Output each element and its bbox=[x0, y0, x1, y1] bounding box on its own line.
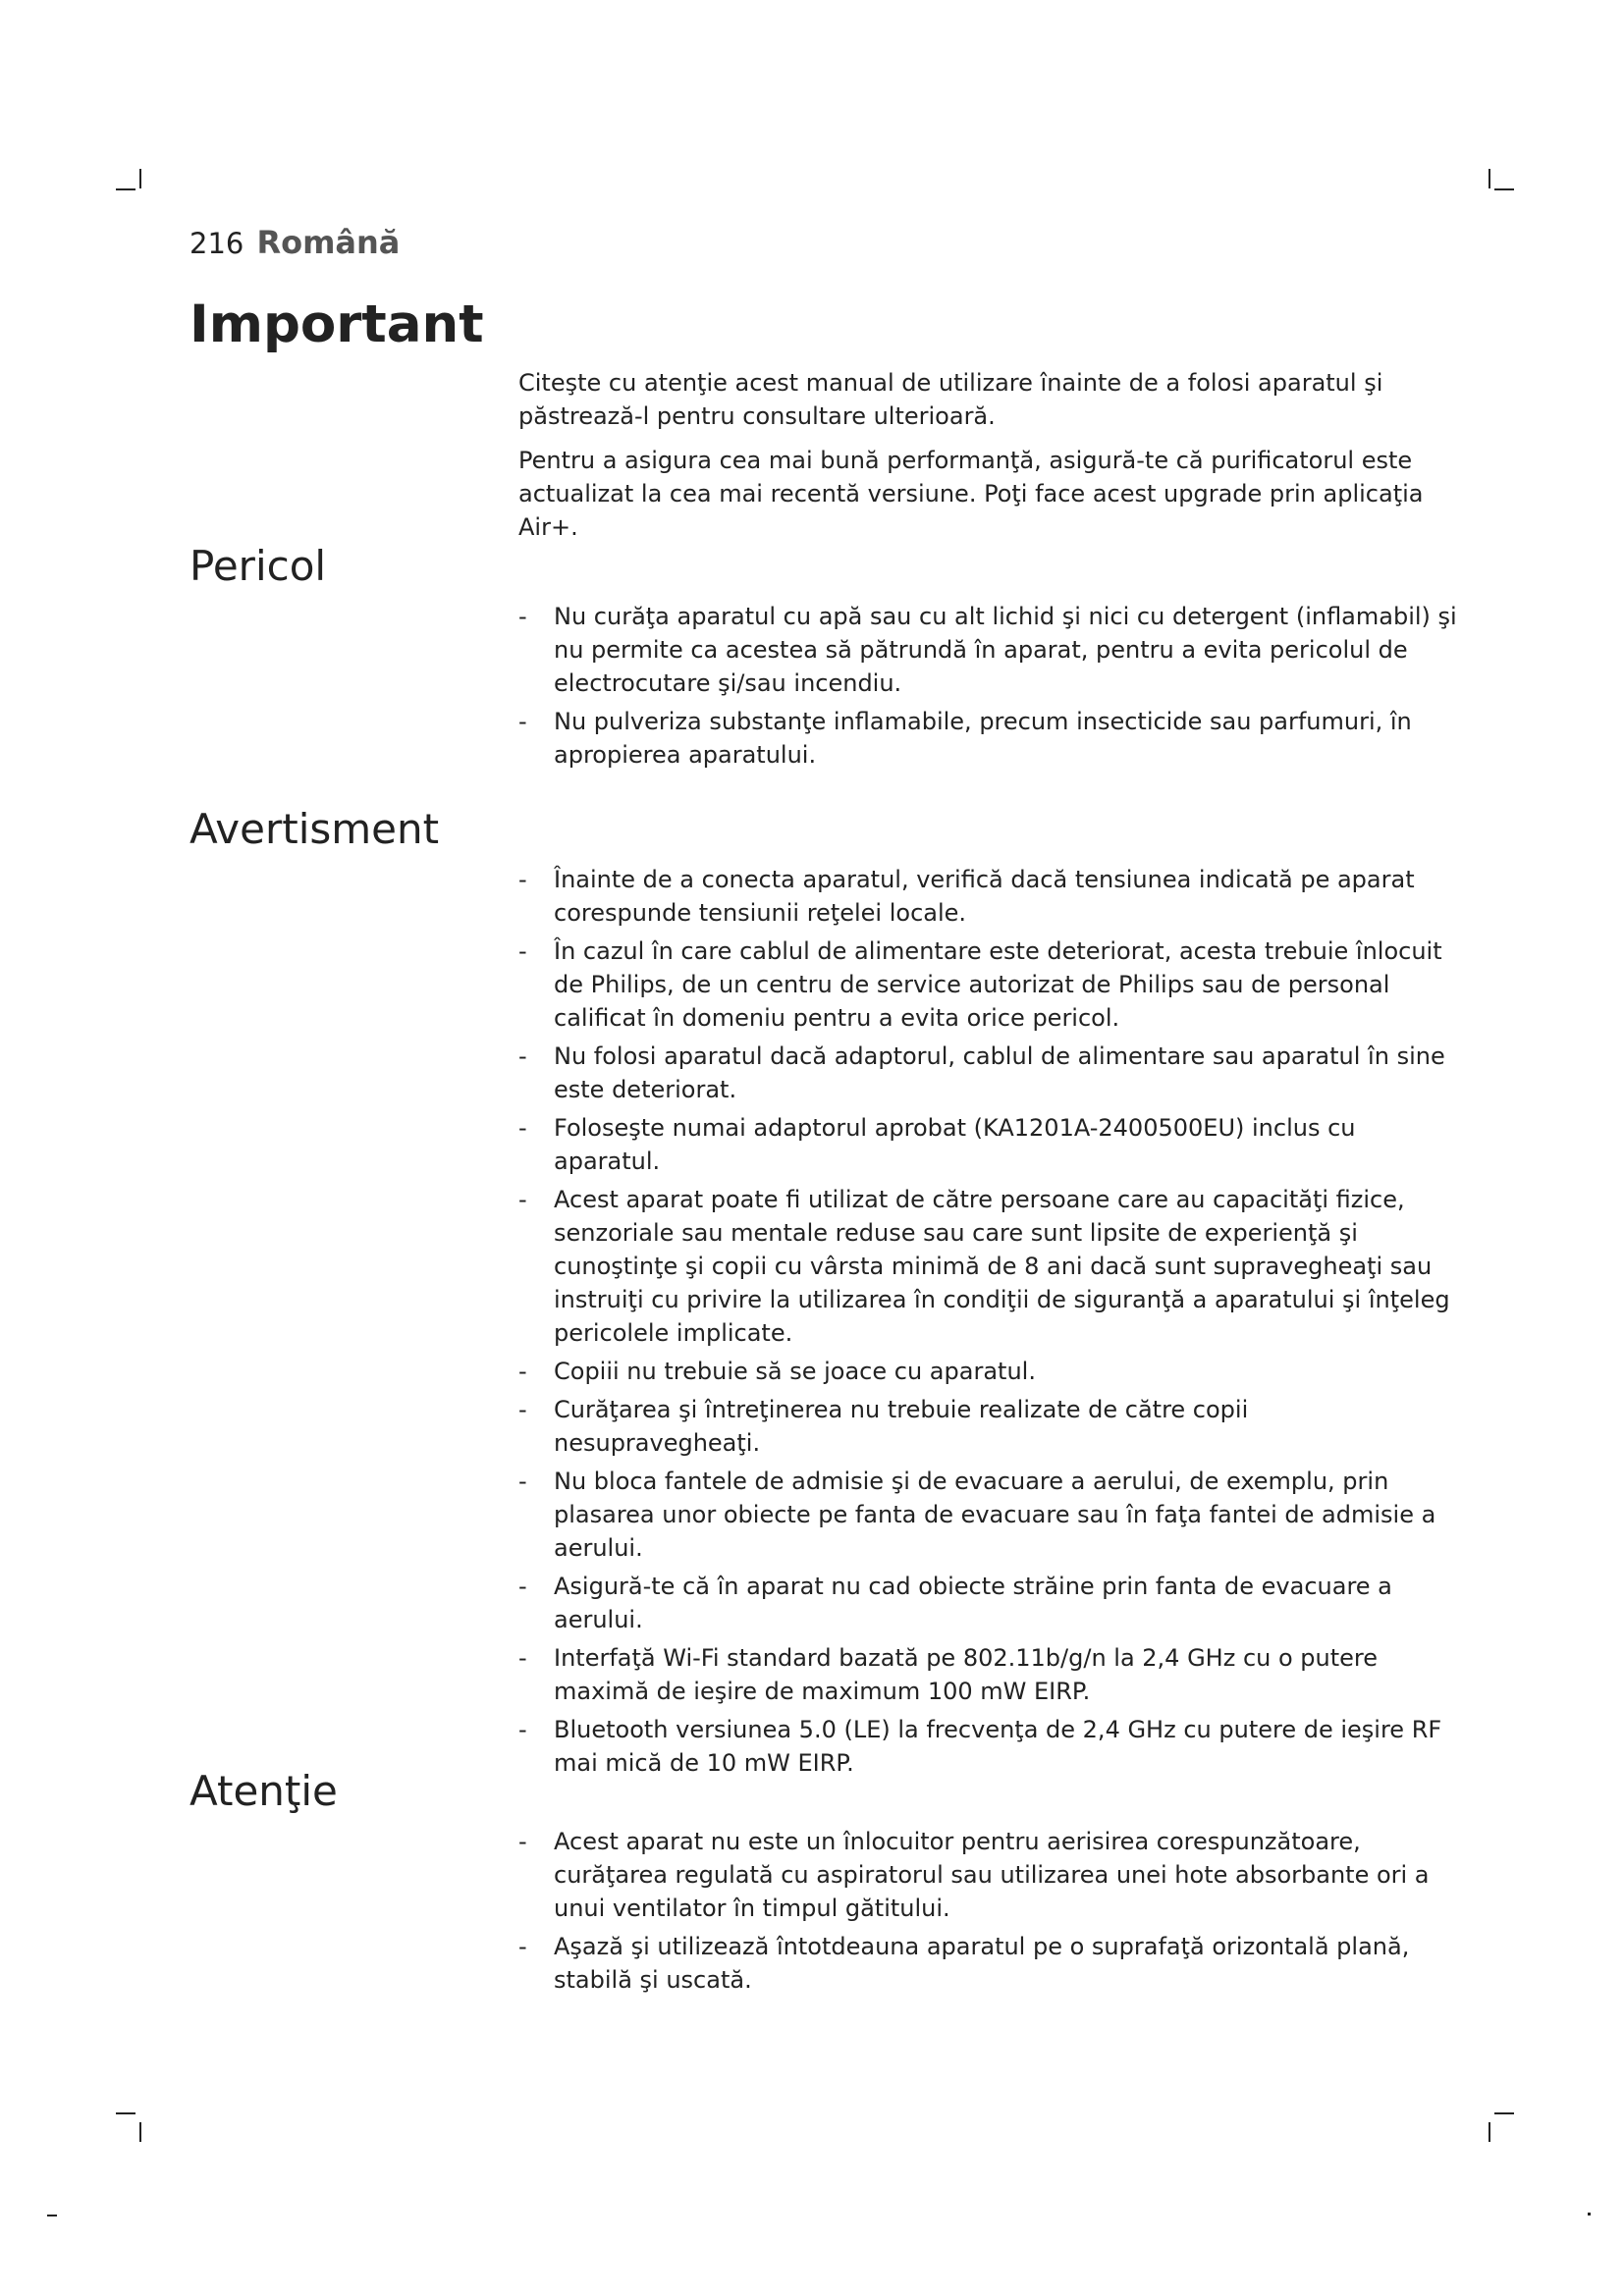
list-item bbox=[518, 1355, 1461, 1388]
list-item-text: Înainte de a conecta aparatul, verifică dacă tensiunea indicată pe aparat corespunde tensiunii reţelei locale. bbox=[554, 866, 1415, 927]
crop-mark bbox=[1494, 2112, 1514, 2114]
crop-mark bbox=[1489, 169, 1490, 188]
section-body-important bbox=[518, 366, 1461, 555]
crop-mark bbox=[116, 2112, 135, 2114]
list-item-text: Asigură-te că în aparat nu cad obiecte străine prin fanta de evacuare a aerului. bbox=[554, 1573, 1392, 1633]
bullet-dash: - bbox=[518, 1573, 527, 1600]
section-body-pericol bbox=[518, 600, 1461, 776]
list-item bbox=[518, 1183, 1461, 1350]
bullet-dash: - bbox=[518, 1042, 527, 1070]
crop-mark bbox=[1489, 2122, 1490, 2142]
crop-mark bbox=[1588, 2213, 1591, 2216]
list-item-text: Nu pulveriza substanţe inflamabile, precum insecticide sau parfumuri, în apropierea aparatului. bbox=[554, 708, 1412, 769]
page-language: Română bbox=[256, 224, 401, 261]
bullet-dash: - bbox=[518, 1933, 527, 1960]
list-item-text: Acest aparat poate fi utilizat de către persoane care au capacităţi fizice, senzoriale sau mentale reduse sau care sunt lipsite de experienţă şi cunoştinţe şi copii cu vârsta minimă de 8 ani dacă sunt supravegheaţi sau instruiţi cu privire la utilizarea în condiţii de siguranţă a aparatului şi înţeleg pericolele implicate. bbox=[554, 1186, 1450, 1347]
section-body-avertisment bbox=[518, 863, 1461, 1785]
crop-mark bbox=[139, 2122, 141, 2142]
list-item-text: Nu curăţa aparatul cu apă sau cu alt lichid şi nici cu detergent (inflamabil) şi nu permite ca acestea să pătrundă în aparat, pentru a evita pericolul de electrocutare şi/sau incendiu. bbox=[554, 603, 1457, 697]
crop-mark bbox=[47, 2215, 57, 2216]
list-item bbox=[518, 600, 1461, 700]
list-item-text: Interfaţă Wi-Fi standard bazată pe 802.11b/g/n la 2,4 GHz cu o putere maximă de ieşire de maximum 100 mW EIRP. bbox=[554, 1644, 1379, 1705]
list-item-text: Nu bloca fantele de admisie şi de evacuare a aerului, de exemplu, prin plasarea unor obiecte pe fanta de evacuare sau în faţa fantei de admisie a aerului. bbox=[554, 1468, 1436, 1562]
section-body-atentie bbox=[518, 1825, 1461, 2002]
bullet-list bbox=[518, 863, 1461, 1780]
list-item bbox=[518, 863, 1461, 930]
list-item bbox=[518, 1825, 1461, 1925]
paragraph: Pentru a asigura cea mai bună performanţă, asigură-te că purificatorul este actualizat la cea mai recentă versiune. Poţi face acest upgrade prin aplicaţia Air+. bbox=[518, 447, 1424, 541]
list-item-text: În cazul în care cablul de alimentare este deteriorat, acesta trebuie înlocuit de Philips, de un centru de service autorizat de Philips sau de personal calificat în domeniu pentru a evita orice pericol. bbox=[554, 937, 1442, 1032]
crop-mark bbox=[116, 188, 135, 190]
bullet-dash: - bbox=[518, 937, 527, 965]
bullet-dash: - bbox=[518, 1644, 527, 1672]
list-item bbox=[518, 1465, 1461, 1565]
list-item bbox=[518, 934, 1461, 1035]
bullet-dash: - bbox=[518, 708, 527, 735]
list-item-text: Aşază şi utilizează întotdeauna aparatul pe o suprafaţă orizontală plană, stabilă şi uscată. bbox=[554, 1933, 1410, 1994]
section-title-pericol: Pericol bbox=[189, 542, 327, 590]
page-number: 216 bbox=[189, 227, 244, 260]
list-item bbox=[518, 1641, 1461, 1708]
bullet-dash: - bbox=[518, 1396, 527, 1423]
bullet-dash: - bbox=[518, 1716, 527, 1743]
list-item bbox=[518, 1570, 1461, 1636]
list-item bbox=[518, 1111, 1461, 1178]
bullet-dash: - bbox=[518, 603, 527, 630]
list-item-text: Nu folosi aparatul dacă adaptorul, cablul de alimentare sau aparatul în sine este deteriorat. bbox=[554, 1042, 1445, 1103]
list-item bbox=[518, 1040, 1461, 1106]
section-title-avertisment: Avertisment bbox=[189, 805, 440, 853]
paragraph: Citeşte cu atenţie acest manual de utilizare înainte de a folosi aparatul şi păstrează-l pentru consultare ulterioară. bbox=[518, 369, 1383, 430]
bullet-dash: - bbox=[518, 866, 527, 893]
page-header bbox=[189, 224, 400, 261]
bullet-list bbox=[518, 600, 1461, 772]
bullet-dash: - bbox=[518, 1468, 527, 1495]
bullet-list bbox=[518, 1825, 1461, 1997]
bullet-dash: - bbox=[518, 1186, 527, 1213]
section-title-atentie: Atenţie bbox=[189, 1767, 338, 1815]
list-item bbox=[518, 1713, 1461, 1780]
crop-mark bbox=[1494, 188, 1514, 190]
list-item-text: Foloseşte numai adaptorul aprobat (KA1201A-2400500EU) inclus cu aparatul. bbox=[554, 1114, 1356, 1175]
bullet-dash: - bbox=[518, 1828, 527, 1855]
bullet-dash: - bbox=[518, 1114, 527, 1142]
list-item-text: Curăţarea şi întreţinerea nu trebuie realizate de către copii nesupravegheaţi. bbox=[554, 1396, 1249, 1457]
list-item-text: Copiii nu trebuie să se joace cu aparatul. bbox=[554, 1358, 1036, 1385]
list-item bbox=[518, 1393, 1461, 1460]
bullet-dash: - bbox=[518, 1358, 527, 1385]
section-title-important: Important bbox=[189, 294, 484, 354]
list-item bbox=[518, 1930, 1461, 1997]
list-item-text: Acest aparat nu este un înlocuitor pentru aerisirea corespunzătoare, curăţarea regulată cu aspiratorul sau utilizarea unei hote absorbante ori a unui ventilator în timpul gătitului. bbox=[554, 1828, 1430, 1922]
list-item-text: Bluetooth versiunea 5.0 (LE) la frecvenţa de 2,4 GHz cu putere de ieşire RF mai mică de 10 mW EIRP. bbox=[554, 1716, 1442, 1777]
list-item bbox=[518, 705, 1461, 772]
crop-mark bbox=[139, 169, 141, 188]
